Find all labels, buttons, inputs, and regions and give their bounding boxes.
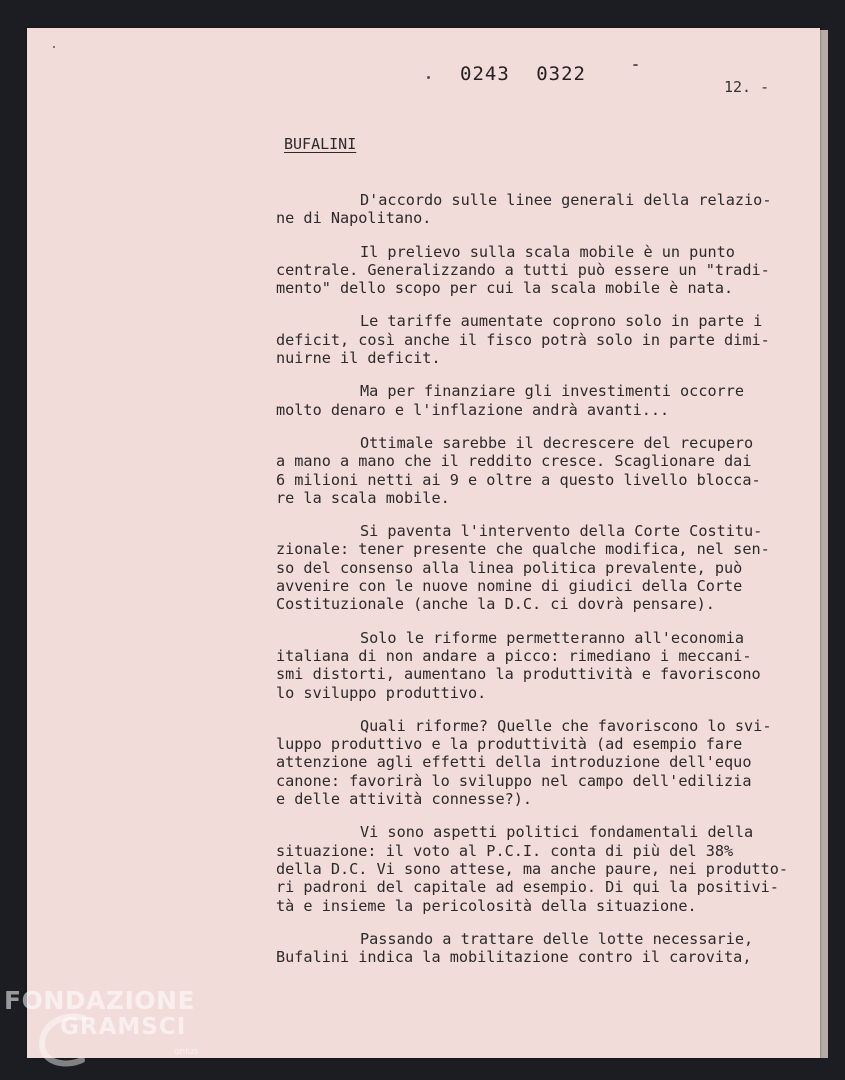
paragraph: D'accordo sulle linee generali della relazio- ne di Napolitano. xyxy=(276,191,772,228)
paragraph: Ottimale sarebbe il decrescere del recupero a mano a mano che il reddito cresce. Scaglionare dai 6 milioni netti ai 9 e oltre a questo livello blocca- re la scala mobile. xyxy=(276,433,761,507)
watermark-line-2: GRAMSCI xyxy=(60,1014,187,1040)
paper-speck xyxy=(53,46,55,48)
paragraph: Le tariffe aumentate coprono solo in parte i deficit, così anche il fisco potrà solo in parte dimi- nuirne il deficit. xyxy=(276,312,770,368)
paragraph: Il prelievo sulla scala mobile è un punto centrale. Generalizzando a tutti può essere un "tradi- mento" dello scopo per cui la scala mobile è nata. xyxy=(276,242,770,298)
paragraph: Ma per finanziare gli investimenti occorre molto denaro e l'inflazione andrà avanti... xyxy=(276,382,745,419)
document-number: 0243 0322 xyxy=(460,63,586,85)
watermark-line-1: FONDAZIONE xyxy=(4,986,196,1015)
body-text xyxy=(276,191,821,981)
paragraph: Si paventa l'intervento della Corte Costitu- zionale: tener presente che qualche modifica, nel sen- so del consenso alla linea politica prevalente, può avvenire con le nuove nomine di giudici della Corte Costituzionale (anche la D.C. ci dovrà pensare). xyxy=(276,522,770,614)
fondazione-gramsci-watermark xyxy=(4,986,199,1057)
speaker-heading: BUFALINI xyxy=(284,135,357,153)
paragraph: Solo le riforme permetteranno all'economia italiana di non andare a picco: rimediano i meccani- smi distorti, aumentano la produttività e favoriscono lo sviluppo produttivo. xyxy=(276,628,761,702)
watermark-line-3: onlus xyxy=(174,1047,199,1057)
paragraph: Quali riforme? Quelle che favoriscono lo svi- luppo produttivo e la produttività (ad esempio fare attenzione agli effetti della introduzione dell'equo canone: favorirà lo sviluppo nel campo dell'edilizia e delle attività connesse?). xyxy=(276,716,772,809)
paper-speck xyxy=(633,64,638,66)
page-edge xyxy=(820,30,828,1058)
page-number: 12. - xyxy=(724,78,770,96)
paper-speck xyxy=(427,76,430,79)
paragraph: Passando a trattare delle lotte necessarie, Bufalini indica la mobilitazione contro il carovita, xyxy=(276,929,754,967)
paragraph: Vi sono aspetti politici fondamentali della situazione: il voto al P.C.I. conta di più del 38% della D.C. Vi sono attese, ma anche paure, nei produtto- ri padroni del capitale ad esempio. Di qui la positivi- tà e insieme la pericolosità della situazione. xyxy=(276,823,789,915)
